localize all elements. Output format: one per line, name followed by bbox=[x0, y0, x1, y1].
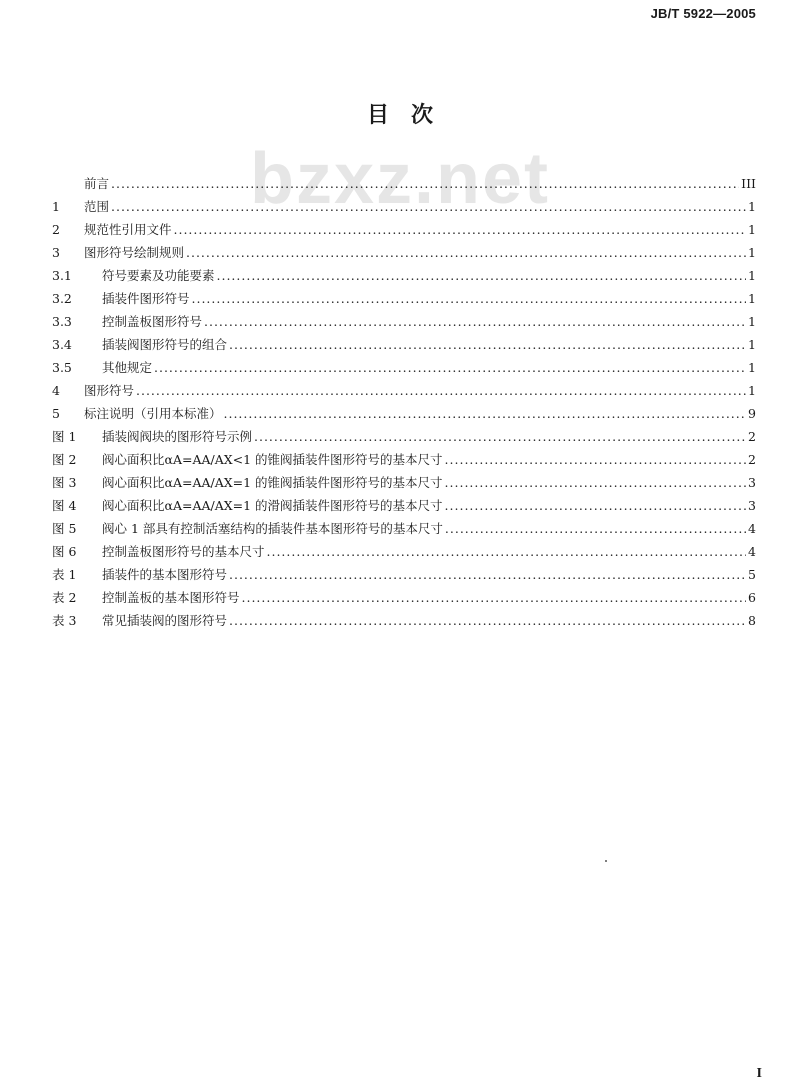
toc-entry-label: 阀心面积比αA=AA/AX<1 的锥阀插装件图形符号的基本尺寸 bbox=[102, 452, 443, 467]
toc-entry[interactable] bbox=[52, 379, 756, 402]
toc-dot-leader bbox=[445, 517, 746, 540]
standard-code: JB/T 5922—2005 bbox=[650, 6, 756, 21]
toc-entry-number: 3 bbox=[52, 245, 60, 260]
toc-entry-page: 1 bbox=[748, 360, 756, 375]
toc-entry-page: 3 bbox=[748, 475, 756, 490]
toc-entry[interactable] bbox=[52, 333, 756, 356]
toc-entry-label: 插装件的基本图形符号 bbox=[102, 567, 228, 582]
toc-entry-number: 表 1 bbox=[52, 567, 77, 582]
toc-entry-number: 2 bbox=[52, 222, 60, 237]
toc-entry[interactable] bbox=[52, 195, 756, 218]
toc-dot-leader bbox=[204, 310, 746, 333]
toc-entry-page: 9 bbox=[748, 406, 756, 421]
toc-dot-leader bbox=[229, 333, 746, 356]
toc-entry-label: 图形符号 bbox=[84, 383, 135, 398]
toc-dot-leader bbox=[174, 218, 746, 241]
toc-entry-page: 5 bbox=[748, 567, 756, 582]
toc-dot-leader bbox=[136, 379, 746, 402]
toc-entry-number: 图 5 bbox=[52, 521, 77, 536]
toc-entry-page: 1 bbox=[748, 291, 756, 306]
toc-entry[interactable] bbox=[52, 471, 756, 494]
toc-entry-number: 图 4 bbox=[52, 498, 77, 513]
toc-dot-leader bbox=[186, 241, 746, 264]
toc-entry-number: 3.4 bbox=[52, 337, 72, 352]
toc-entry[interactable] bbox=[52, 448, 756, 471]
toc-entry-label: 插装阀图形符号的组合 bbox=[102, 337, 228, 352]
toc-dot-leader bbox=[242, 586, 746, 609]
toc-entry[interactable] bbox=[52, 586, 756, 609]
toc-entry-number: 图 1 bbox=[52, 429, 77, 444]
toc-entry-page: 1 bbox=[748, 268, 756, 283]
toc-entry-page: 4 bbox=[748, 521, 756, 536]
toc-dot-leader bbox=[111, 172, 739, 195]
toc-entry-label: 插装阀阀块的图形符号示例 bbox=[102, 429, 253, 444]
toc-entry-number: 表 3 bbox=[52, 613, 77, 628]
toc-entry-number: 3.2 bbox=[52, 291, 72, 306]
toc-dot-leader bbox=[224, 402, 746, 425]
page-title: 目 次 bbox=[366, 103, 433, 128]
toc-dot-leader bbox=[111, 195, 746, 218]
toc-dot-leader bbox=[229, 563, 746, 586]
toc-entry-label: 常见插装阀的图形符号 bbox=[102, 613, 228, 628]
toc-entry-page: III bbox=[741, 176, 756, 191]
toc-dot-leader bbox=[217, 264, 746, 287]
toc-entry-number: 图 2 bbox=[52, 452, 77, 467]
toc-entry-page: 8 bbox=[748, 613, 756, 628]
toc-entry-label: 插装件图形符号 bbox=[102, 291, 190, 306]
toc-entry-label: 控制盖板图形符号的基本尺寸 bbox=[102, 544, 265, 559]
toc-entry-page: 3 bbox=[748, 498, 756, 513]
toc-entry[interactable] bbox=[52, 287, 756, 310]
toc-entry-label: 前言 bbox=[84, 176, 110, 191]
toc-entry[interactable] bbox=[52, 218, 756, 241]
toc-dot-leader bbox=[445, 471, 746, 494]
toc-entry[interactable] bbox=[52, 264, 756, 287]
toc-dot-leader bbox=[267, 540, 746, 563]
toc-entry-page: 1 bbox=[748, 245, 756, 260]
toc-entry-page: 6 bbox=[748, 590, 756, 605]
toc-entry[interactable] bbox=[52, 402, 756, 425]
toc-entry-label: 阀心 1 部具有控制活塞结构的插装件基本图形符号的基本尺寸 bbox=[102, 521, 443, 536]
toc-entry-number: 图 3 bbox=[52, 475, 77, 490]
toc-entry[interactable] bbox=[52, 494, 756, 517]
toc-entry-label: 图形符号绘制规则 bbox=[84, 245, 185, 260]
toc-entry-label: 标注说明（引用本标准） bbox=[84, 406, 222, 421]
toc-entry-number: 3.1 bbox=[52, 268, 72, 283]
toc-entry-page: 1 bbox=[748, 383, 756, 398]
toc-entry[interactable] bbox=[52, 563, 756, 586]
toc-entry-number: 4 bbox=[52, 383, 60, 398]
toc-dot-leader bbox=[445, 448, 746, 471]
page-number: I bbox=[756, 1066, 762, 1081]
toc-entry-label: 范围 bbox=[84, 199, 110, 214]
toc-entry-label: 其他规定 bbox=[102, 360, 153, 375]
toc-entry-label: 控制盖板图形符号 bbox=[102, 314, 203, 329]
toc-entry-page: 2 bbox=[748, 452, 756, 467]
toc-entry-page: 4 bbox=[748, 544, 756, 559]
toc-entry-number: 3.3 bbox=[52, 314, 72, 329]
toc-entry-page: 1 bbox=[748, 337, 756, 352]
toc-entry-number: 3.5 bbox=[52, 360, 72, 375]
toc-entry-label: 控制盖板的基本图形符号 bbox=[102, 590, 240, 605]
toc-entry-number: 图 6 bbox=[52, 544, 77, 559]
toc-entry-number: 5 bbox=[52, 406, 60, 421]
table-of-contents bbox=[52, 172, 756, 632]
toc-entry[interactable] bbox=[52, 241, 756, 264]
toc-entry[interactable] bbox=[52, 310, 756, 333]
toc-entry-number: 1 bbox=[52, 199, 60, 214]
toc-entry-label: 阀心面积比αA=AA/AX=1 的滑阀插装件图形符号的基本尺寸 bbox=[102, 498, 443, 513]
toc-entry[interactable] bbox=[52, 609, 756, 632]
toc-dot-leader bbox=[445, 494, 746, 517]
toc-entry-label: 规范性引用文件 bbox=[84, 222, 172, 237]
toc-entry-page: 1 bbox=[748, 222, 756, 237]
toc-dot-leader bbox=[154, 356, 746, 379]
toc-entry-label: 阀心面积比αA=AA/AX=1 的锥阀插装件图形符号的基本尺寸 bbox=[102, 475, 443, 490]
toc-entry[interactable] bbox=[52, 540, 756, 563]
toc-entry[interactable] bbox=[52, 517, 756, 540]
toc-entry[interactable] bbox=[52, 356, 756, 379]
watermark: bzxz.net bbox=[249, 139, 551, 219]
toc-entry-page: 1 bbox=[748, 199, 756, 214]
scan-speck bbox=[605, 860, 607, 862]
toc-entry[interactable] bbox=[52, 172, 756, 195]
toc-dot-leader bbox=[192, 287, 746, 310]
toc-entry-page: 1 bbox=[748, 314, 756, 329]
toc-entry[interactable] bbox=[52, 425, 756, 448]
toc-entry-number: 表 2 bbox=[52, 590, 77, 605]
toc-entry-label: 符号要素及功能要素 bbox=[102, 268, 215, 283]
toc-dot-leader bbox=[254, 425, 746, 448]
toc-entry-page: 2 bbox=[748, 429, 756, 444]
toc-dot-leader bbox=[229, 609, 746, 632]
